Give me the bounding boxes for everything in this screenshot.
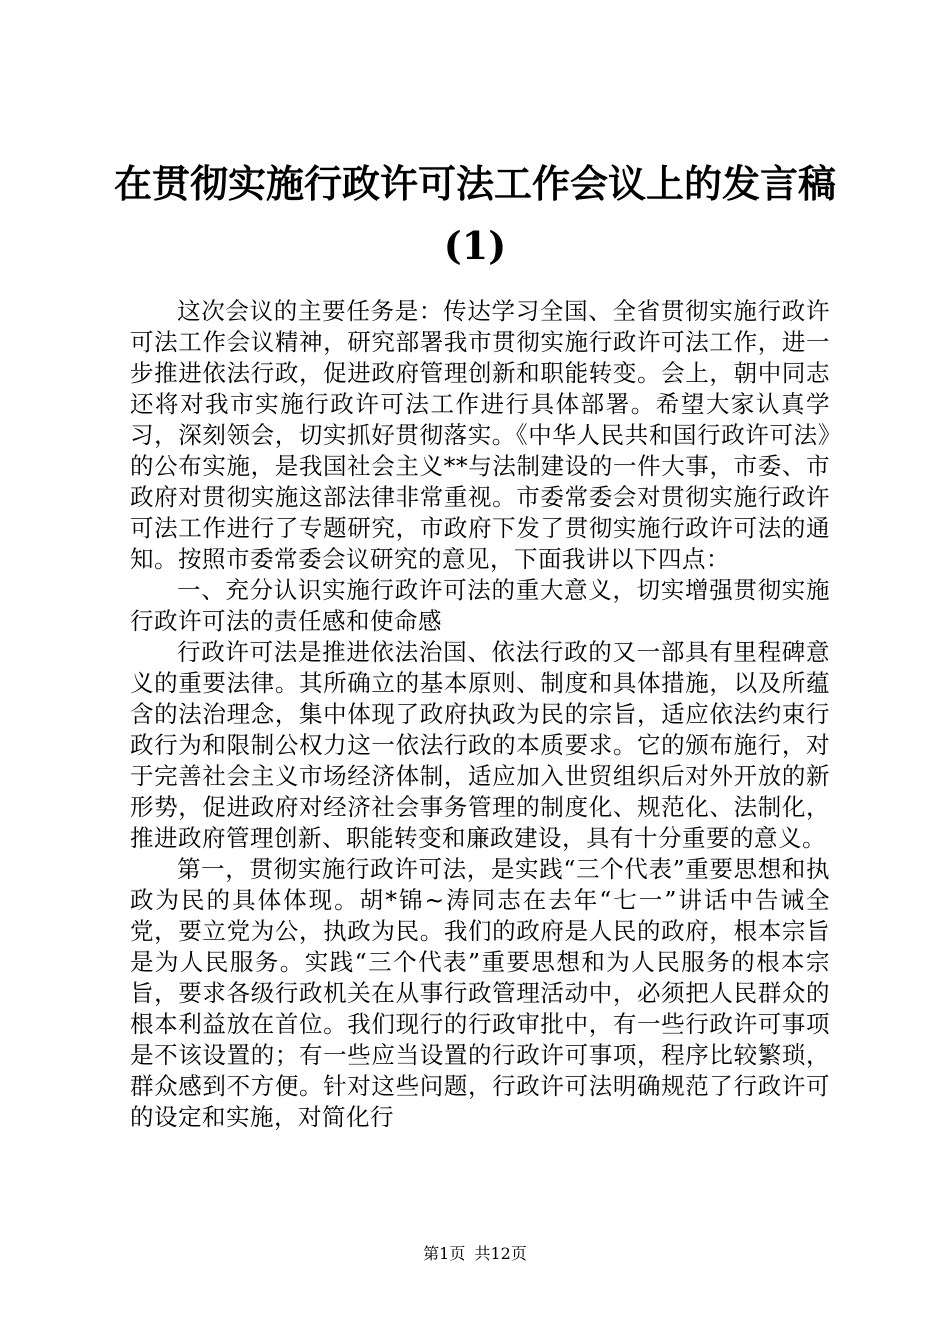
document-body bbox=[130, 296, 830, 1133]
section-heading-1: 一、充分认识实施行政许可法的重大意义，切实增强贯彻实施行政许可法的责任感和使命感 bbox=[130, 576, 830, 635]
paragraph-intro: 这次会议的主要任务是：传达学习全国、全省贯彻实施行政许可法工作会议精神，研究部署我市贯彻实施行政许可法工作，进一步推进依法行政，促进政府管理创新和职能转变。会上，朝中同志还将对我市实施行政许可法工作进行具体部署。希望大家认真学习，深刻领会，切实抓好贯彻落实。《中华人民共和国行政许可法》的公布实施，是我国社会主义**与法制建设的一件大事，市委、市政府对贯彻实施这部法律非常重视。市委常委会对贯彻实施行政许可法工作进行了专题研究，市政府下发了贯彻实施行政许可法的通知。按照市委常委会议研究的意见，下面我讲以下四点： bbox=[130, 297, 830, 573]
paragraph-first-point: 第一，贯彻实施行政许可法，是实践“三个代表”重要思想和执政为民的具体体现。胡*锦~涛同志在去年“七一”讲话中告诫全党，要立党为公，执政为民。我们的政府是人民的政府，根本宗旨是为人民服务。实践“三个代表”重要思想和为人民服务的根本宗旨，要求各级行政机关在从事行政管理活动中，必须把人民群众的根本利益放在首位。我们现行的行政审批中，有一些行政许可事项是不该设置的；有一些应当设置的行政许可事项，程序比较繁琐，群众感到不方便。针对这些问题，行政许可法明确规范了行政许可的设定和实施，对简化行 bbox=[130, 855, 830, 1131]
document-title: 在贯彻实施行政许可法工作会议上的发言稿 bbox=[113, 161, 836, 206]
page-total: 共12页 bbox=[474, 1244, 527, 1263]
paragraph-significance: 行政许可法是推进依法治国、依法行政的又一部具有里程碑意义的重要法律。其所确立的基本原则、制度和具体措施，以及所蕴含的法治理念，集中体现了政府执政为民的宗旨，适应依法约束行政行为和限制公权力这一依法行政的本质要求。它的颁布施行，对于完善社会主义市场经济体制，适应加入世贸组织后对外开放的新形势，促进政府对经济社会事务管理的制度化、规范化、法制化，推进政府管理创新、职能转变和廉政建设，具有十分重要的意义。 bbox=[130, 638, 830, 852]
document-title-suffix: (1) bbox=[443, 223, 507, 268]
page-number: 第1页 bbox=[423, 1244, 466, 1263]
page-footer bbox=[0, 1244, 950, 1264]
